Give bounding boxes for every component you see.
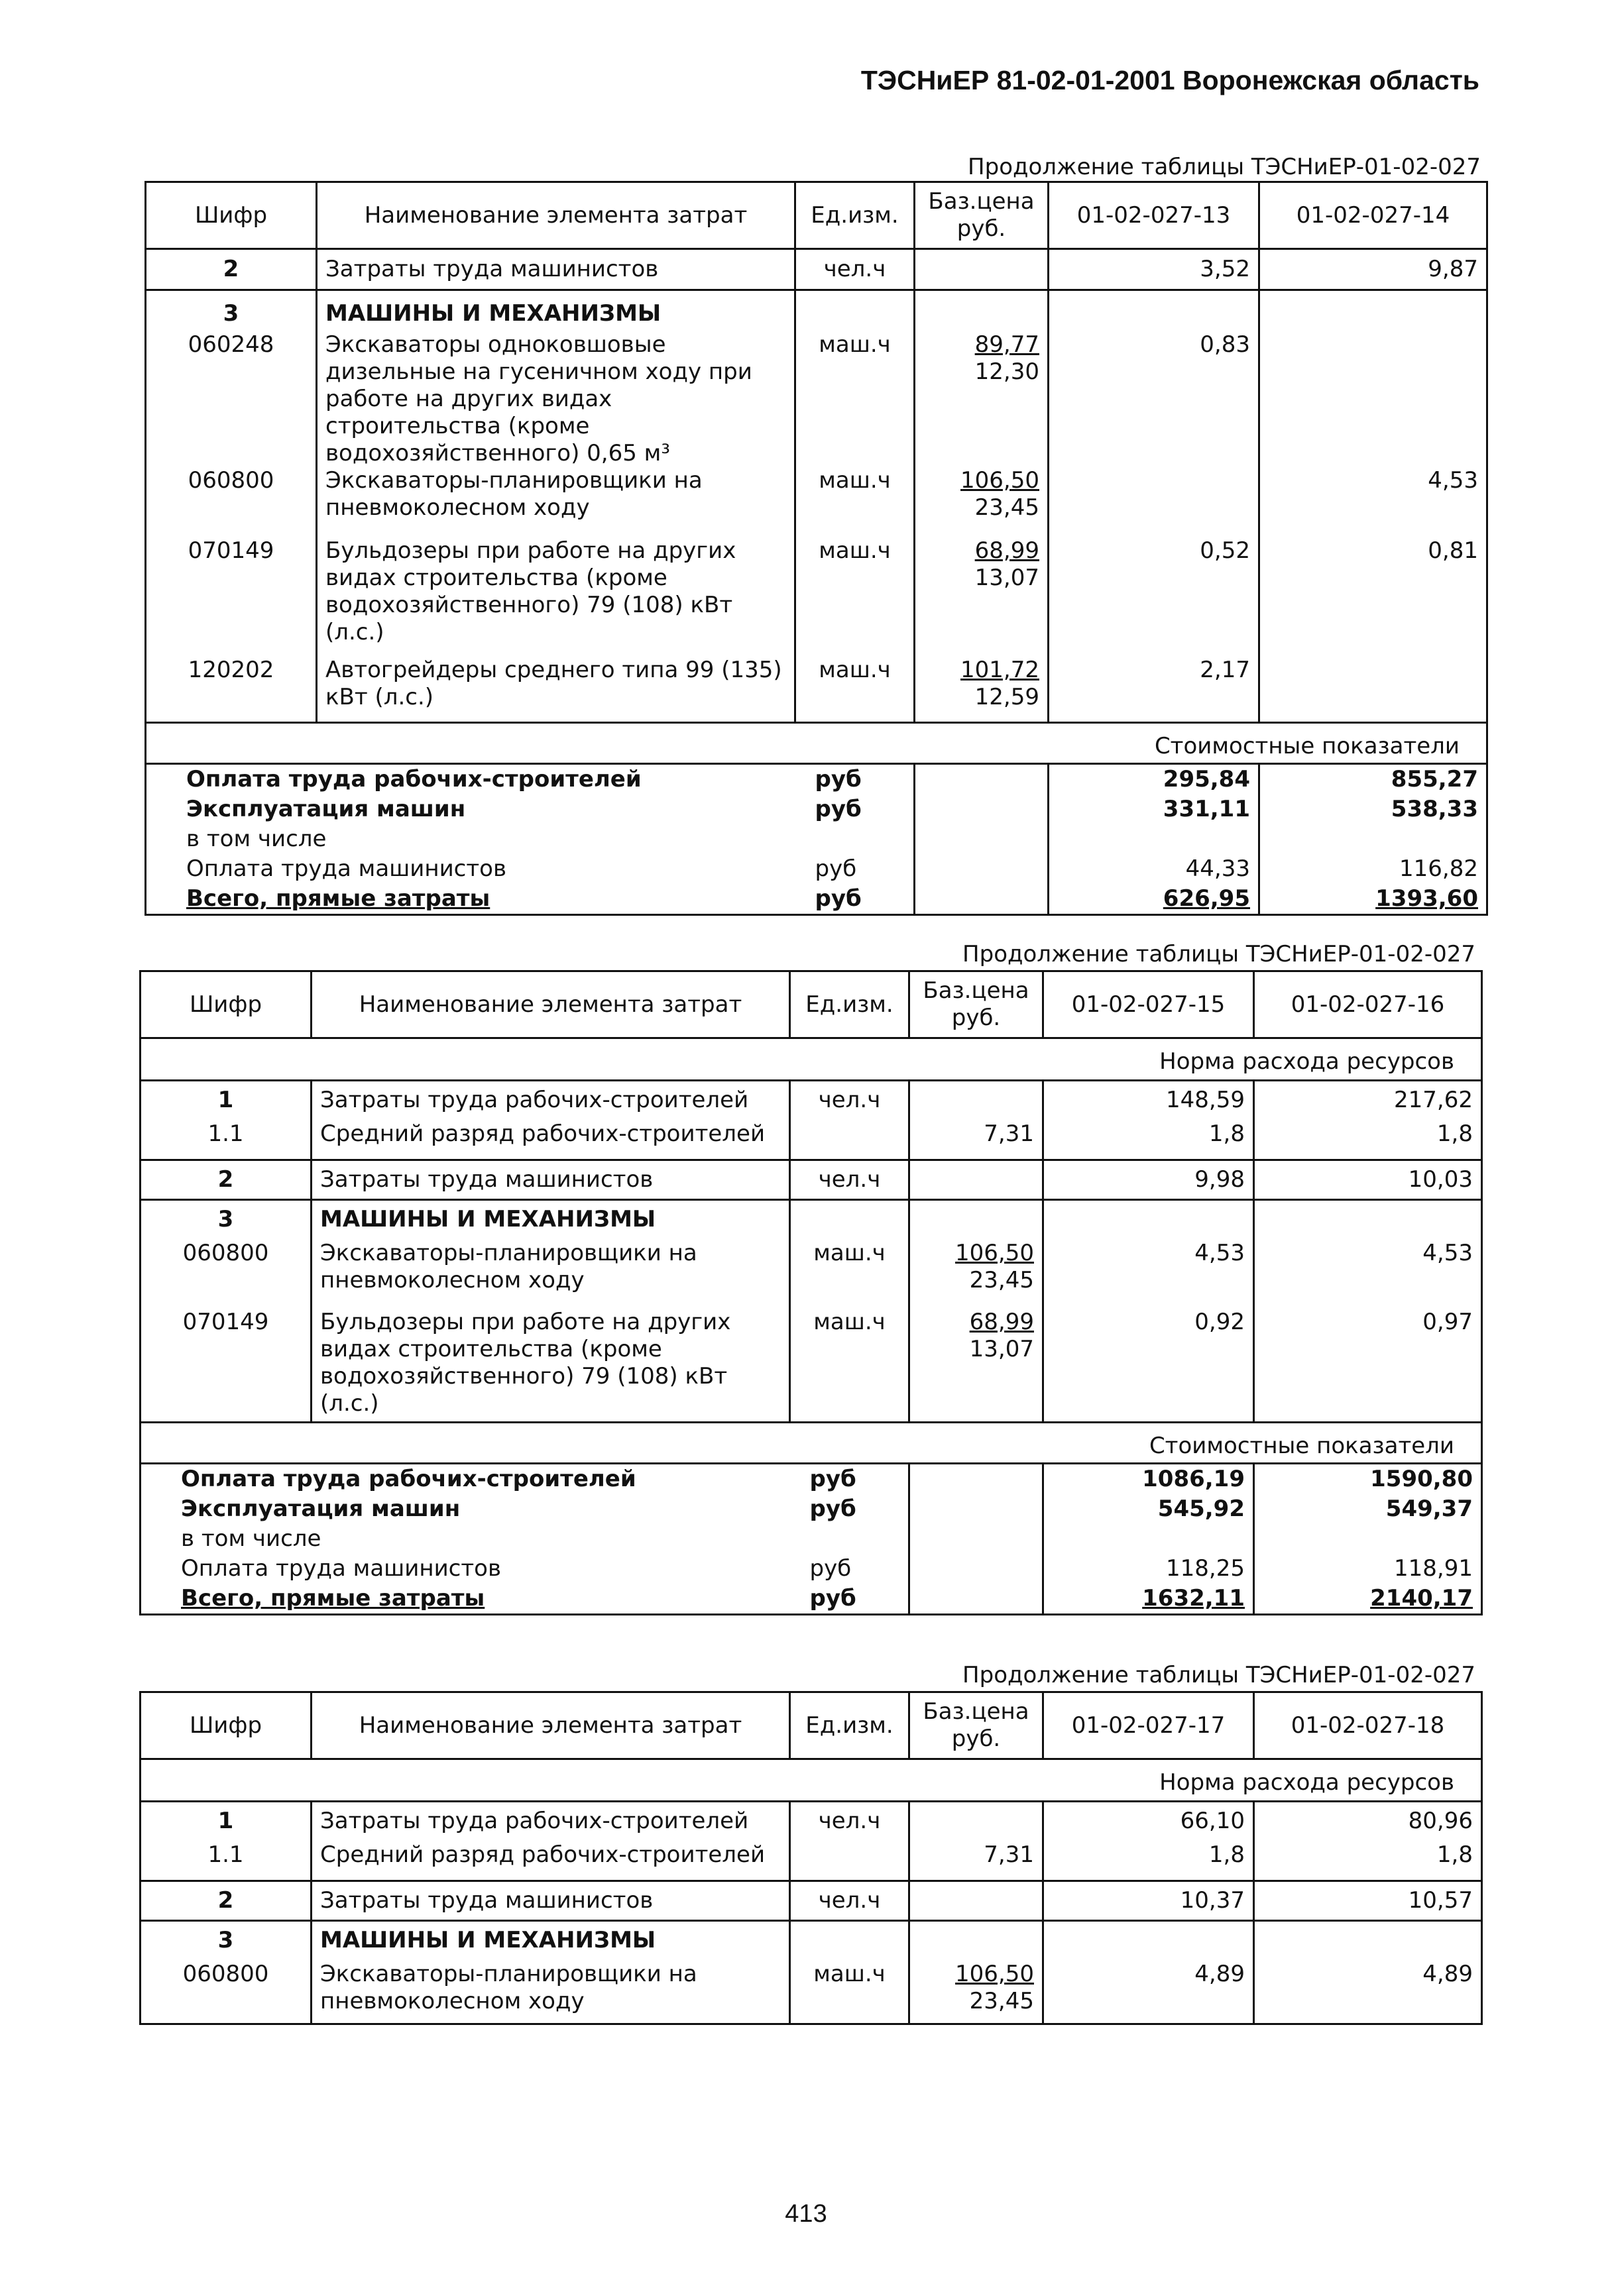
resource-table-3 <box>139 1691 1483 2025</box>
row-code: 070149 <box>141 1309 312 1423</box>
row-name: Средний разряд рабочих-строителей <box>312 1121 790 1160</box>
row-unit: маш.ч <box>795 467 915 537</box>
row-value-2: 4,53 <box>1254 1240 1482 1309</box>
table-continuation-label: Продолжение таблицы ТЭСНиЕР-01-02-027 <box>968 154 1481 180</box>
price-wage: 23,45 <box>969 1987 1034 2014</box>
row-unit <box>790 1121 909 1160</box>
row-value-1: 9,98 <box>1043 1160 1254 1200</box>
cost-unit: руб <box>795 794 915 824</box>
cost-value-2: 1590,80 <box>1254 1464 1482 1495</box>
col-price-header: Баз.цена руб. <box>909 971 1043 1038</box>
cost-unit: руб <box>790 1584 909 1615</box>
col-norm2-header: 01-02-027-18 <box>1254 1692 1482 1759</box>
row-value-1: 4,53 <box>1043 1240 1254 1309</box>
table-row <box>141 1841 1482 1881</box>
row-unit <box>790 1841 909 1881</box>
row-unit: чел.ч <box>790 1802 909 1841</box>
row-value-1: 4,89 <box>1043 1961 1254 2024</box>
row-name: Экскаваторы-планировщики на пневмоколесном ходу <box>312 1240 790 1309</box>
cost-unit: руб <box>790 1554 909 1584</box>
table-row <box>146 290 1487 331</box>
row-name: Экскаваторы-планировщики на пневмоколесном ходу <box>317 467 795 537</box>
row-code: 2 <box>146 249 317 290</box>
row-price <box>909 1961 1043 2024</box>
price-total: 68,99 <box>974 537 1039 564</box>
norm-heading-row <box>141 1038 1482 1081</box>
table-row <box>146 331 1487 467</box>
row-value-2: 9,87 <box>1259 249 1487 290</box>
row-value-1: 2,17 <box>1049 657 1259 723</box>
row-code: 3 <box>141 1921 312 1961</box>
row-unit: маш.ч <box>795 657 915 723</box>
row-price <box>909 1081 1043 1121</box>
cost-value-1: 44,33 <box>1049 854 1259 884</box>
cost-row <box>146 794 1487 824</box>
table-row <box>146 657 1487 723</box>
row-unit: чел.ч <box>790 1160 909 1200</box>
cost-row <box>146 884 1487 915</box>
cost-row <box>146 854 1487 884</box>
row-value-1: 0,83 <box>1049 331 1259 467</box>
cost-value-2: 118,91 <box>1254 1554 1482 1584</box>
row-name: Затраты труда рабочих-строителей <box>312 1081 790 1121</box>
norm-heading: Норма расхода ресурсов <box>141 1759 1482 1802</box>
row-unit: чел.ч <box>790 1081 909 1121</box>
row-value-1: 1,8 <box>1043 1841 1254 1881</box>
row-name: Экскаваторы одноковшовые дизельные на гусеничном ходу при работе на других видах строительства (кроме водохозяйственного) 0,65 м³ <box>317 331 795 467</box>
price-total: 106,50 <box>955 1960 1034 1987</box>
cost-row <box>141 1524 1482 1554</box>
resource-table-2 <box>139 970 1483 1615</box>
resource-table-1 <box>144 181 1488 916</box>
row-unit: маш.ч <box>790 1240 909 1309</box>
cost-heading: Стоимостные показатели <box>146 723 1487 764</box>
cost-unit: руб <box>790 1494 909 1524</box>
row-unit: маш.ч <box>795 537 915 657</box>
cost-row <box>146 764 1487 795</box>
row-code: 2 <box>141 1881 312 1921</box>
row-code: 060800 <box>146 467 317 537</box>
cost-value-2: 549,37 <box>1254 1494 1482 1524</box>
table-row <box>141 1921 1482 1961</box>
table-row <box>146 537 1487 657</box>
price-wage: 13,07 <box>969 1335 1034 1362</box>
price-wage: 13,07 <box>974 564 1039 591</box>
col-unit-header: Ед.изм. <box>795 182 915 249</box>
cost-row <box>141 1584 1482 1615</box>
cost-value-1: 331,11 <box>1049 794 1259 824</box>
row-code: 1.1 <box>141 1841 312 1881</box>
row-value-1: 66,10 <box>1043 1802 1254 1841</box>
col-name-header: Наименование элемента затрат <box>312 971 790 1038</box>
table-header-row <box>146 182 1487 249</box>
cost-label-text: Всего, прямые затраты <box>181 1585 485 1612</box>
table-row <box>141 1200 1482 1240</box>
col-norm1-header: 01-02-027-15 <box>1043 971 1254 1038</box>
row-value-2 <box>1259 331 1487 467</box>
row-value-2: 0,81 <box>1259 537 1487 657</box>
cost-row <box>141 1464 1482 1495</box>
col-code-header: Шифр <box>141 971 312 1038</box>
col-unit-header: Ед.изм. <box>790 971 909 1038</box>
col-norm2-header: 01-02-027-14 <box>1259 182 1487 249</box>
row-price: 7,31 <box>909 1121 1043 1160</box>
row-price <box>915 249 1049 290</box>
cost-heading: Стоимостные показатели <box>141 1423 1482 1464</box>
cost-heading-row <box>141 1423 1482 1464</box>
cost-value-2: 2140,17 <box>1254 1584 1482 1615</box>
row-price <box>915 537 1049 657</box>
section-title: МАШИНЫ И МЕХАНИЗМЫ <box>317 290 795 331</box>
section-title: МАШИНЫ И МЕХАНИЗМЫ <box>312 1200 790 1240</box>
row-price <box>915 467 1049 537</box>
price-wage: 23,45 <box>969 1266 1034 1293</box>
cost-value-1: 118,25 <box>1043 1554 1254 1584</box>
row-code: 3 <box>146 290 317 331</box>
row-code: 120202 <box>146 657 317 723</box>
col-unit-header: Ед.изм. <box>790 1692 909 1759</box>
price-total: 106,50 <box>955 1239 1034 1266</box>
row-value-2: 80,96 <box>1254 1802 1482 1841</box>
cost-value-2: 855,27 <box>1259 764 1487 795</box>
row-value-1: 0,52 <box>1049 537 1259 657</box>
table-header-row <box>141 1692 1482 1759</box>
row-value-1: 3,52 <box>1049 249 1259 290</box>
row-value-2: 10,03 <box>1254 1160 1482 1200</box>
table-header-row <box>141 971 1482 1038</box>
row-name: Автогрейдеры среднего типа 99 (135) кВт (л.с.) <box>317 657 795 723</box>
cost-heading-row <box>146 723 1487 764</box>
table-row <box>141 1240 1482 1309</box>
cost-label: Оплата труда машинистов <box>146 854 795 884</box>
table-row <box>141 1160 1482 1200</box>
table-row <box>141 1121 1482 1160</box>
col-price-header: Баз.цена руб. <box>915 182 1049 249</box>
row-unit: маш.ч <box>790 1961 909 2024</box>
row-name: Средний разряд рабочих-строителей <box>312 1841 790 1881</box>
cost-label: Оплата труда машинистов <box>141 1554 790 1584</box>
cost-label <box>141 1584 790 1615</box>
col-price-header: Баз.цена руб. <box>909 1692 1043 1759</box>
cost-value-2: 538,33 <box>1259 794 1487 824</box>
row-code: 060800 <box>141 1961 312 2024</box>
cost-unit: руб <box>795 884 915 915</box>
cost-unit: руб <box>795 854 915 884</box>
col-norm2-header: 01-02-027-16 <box>1254 971 1482 1038</box>
cost-row <box>141 1554 1482 1584</box>
document-header: ТЭСНиЕР 81-02-01-2001 Воронежская область <box>860 65 1479 95</box>
row-value-1 <box>1049 467 1259 537</box>
row-value-2: 1,8 <box>1254 1121 1482 1160</box>
row-code: 1.1 <box>141 1121 312 1160</box>
row-unit: чел.ч <box>795 249 915 290</box>
table-row <box>141 1881 1482 1921</box>
col-name-header: Наименование элемента затрат <box>312 1692 790 1759</box>
row-name: Бульдозеры при работе на других видах строительства (кроме водохозяйственного) 79 (108) кВт (л.с.) <box>312 1309 790 1423</box>
cost-row <box>141 1494 1482 1524</box>
table-continuation-label: Продолжение таблицы ТЭСНиЕР-01-02-027 <box>962 1662 1475 1688</box>
cost-label: Оплата труда рабочих-строителей <box>141 1464 790 1495</box>
cost-label <box>146 884 795 915</box>
cost-value-2: 116,82 <box>1259 854 1487 884</box>
cost-label: Эксплуатация машин <box>141 1494 790 1524</box>
row-price <box>909 1309 1043 1423</box>
price-wage: 23,45 <box>974 494 1039 521</box>
cost-label: в том числе <box>146 824 795 854</box>
cost-value-1: 545,92 <box>1043 1494 1254 1524</box>
cost-row <box>146 824 1487 854</box>
row-value-1: 0,92 <box>1043 1309 1254 1423</box>
row-unit: чел.ч <box>790 1881 909 1921</box>
cost-value-1: 295,84 <box>1049 764 1259 795</box>
row-value-1: 1,8 <box>1043 1121 1254 1160</box>
table-row <box>141 1802 1482 1841</box>
row-name: Затраты труда рабочих-строителей <box>312 1802 790 1841</box>
row-name: Затраты труда машинистов <box>312 1160 790 1200</box>
row-code: 070149 <box>146 537 317 657</box>
page-number: 413 <box>785 2200 827 2228</box>
col-name-header: Наименование элемента затрат <box>317 182 795 249</box>
row-unit: маш.ч <box>795 331 915 467</box>
row-value-1: 10,37 <box>1043 1881 1254 1921</box>
cost-value-1: 1632,11 <box>1043 1584 1254 1615</box>
norm-heading: Норма расхода ресурсов <box>141 1038 1482 1081</box>
row-code: 1 <box>141 1081 312 1121</box>
row-value-2 <box>1259 657 1487 723</box>
row-value-2: 217,62 <box>1254 1081 1482 1121</box>
row-code: 060248 <box>146 331 317 467</box>
cost-value-1: 1086,19 <box>1043 1464 1254 1495</box>
row-price: 7,31 <box>909 1841 1043 1881</box>
row-name: Затраты труда машинистов <box>317 249 795 290</box>
table-row <box>141 1309 1482 1423</box>
cost-label-text: Всего, прямые затраты <box>186 885 490 912</box>
row-value-1: 148,59 <box>1043 1081 1254 1121</box>
row-code: 2 <box>141 1160 312 1200</box>
row-code: 060800 <box>141 1240 312 1309</box>
cost-unit: руб <box>795 764 915 795</box>
cost-unit: руб <box>790 1464 909 1495</box>
price-total: 89,77 <box>974 331 1039 358</box>
price-wage: 12,59 <box>974 683 1039 710</box>
row-value-2: 4,89 <box>1254 1961 1482 2024</box>
row-price <box>909 1240 1043 1309</box>
col-norm1-header: 01-02-027-13 <box>1049 182 1259 249</box>
cost-label: Оплата труда рабочих-строителей <box>146 764 795 795</box>
col-norm1-header: 01-02-027-17 <box>1043 1692 1254 1759</box>
table-row <box>141 1081 1482 1121</box>
cost-label: Эксплуатация машин <box>146 794 795 824</box>
row-name: Экскаваторы-планировщики на пневмоколесном ходу <box>312 1961 790 2024</box>
table-row <box>146 249 1487 290</box>
price-total: 101,72 <box>960 656 1039 683</box>
row-value-2: 10,57 <box>1254 1881 1482 1921</box>
row-name: Затраты труда машинистов <box>312 1881 790 1921</box>
section-title: МАШИНЫ И МЕХАНИЗМЫ <box>312 1921 790 1961</box>
row-value-2: 1,8 <box>1254 1841 1482 1881</box>
row-price <box>915 657 1049 723</box>
cost-value-1: 626,95 <box>1049 884 1259 915</box>
row-code: 3 <box>141 1200 312 1240</box>
table-row <box>141 1961 1482 2024</box>
row-value-2: 0,97 <box>1254 1309 1482 1423</box>
col-code-header: Шифр <box>141 1692 312 1759</box>
table-continuation-label: Продолжение таблицы ТЭСНиЕР-01-02-027 <box>962 941 1475 967</box>
row-unit: маш.ч <box>790 1309 909 1423</box>
row-price <box>915 331 1049 467</box>
table-row <box>146 467 1487 537</box>
price-wage: 12,30 <box>974 358 1039 385</box>
cost-label: в том числе <box>141 1524 790 1554</box>
col-code-header: Шифр <box>146 182 317 249</box>
norm-heading-row <box>141 1759 1482 1802</box>
row-name: Бульдозеры при работе на других видах строительства (кроме водохозяйственного) 79 (108) кВт (л.с.) <box>317 537 795 657</box>
price-total: 106,50 <box>960 466 1039 494</box>
cost-value-2: 1393,60 <box>1259 884 1487 915</box>
price-total: 68,99 <box>969 1308 1034 1335</box>
row-value-2: 4,53 <box>1259 467 1487 537</box>
row-code: 1 <box>141 1802 312 1841</box>
